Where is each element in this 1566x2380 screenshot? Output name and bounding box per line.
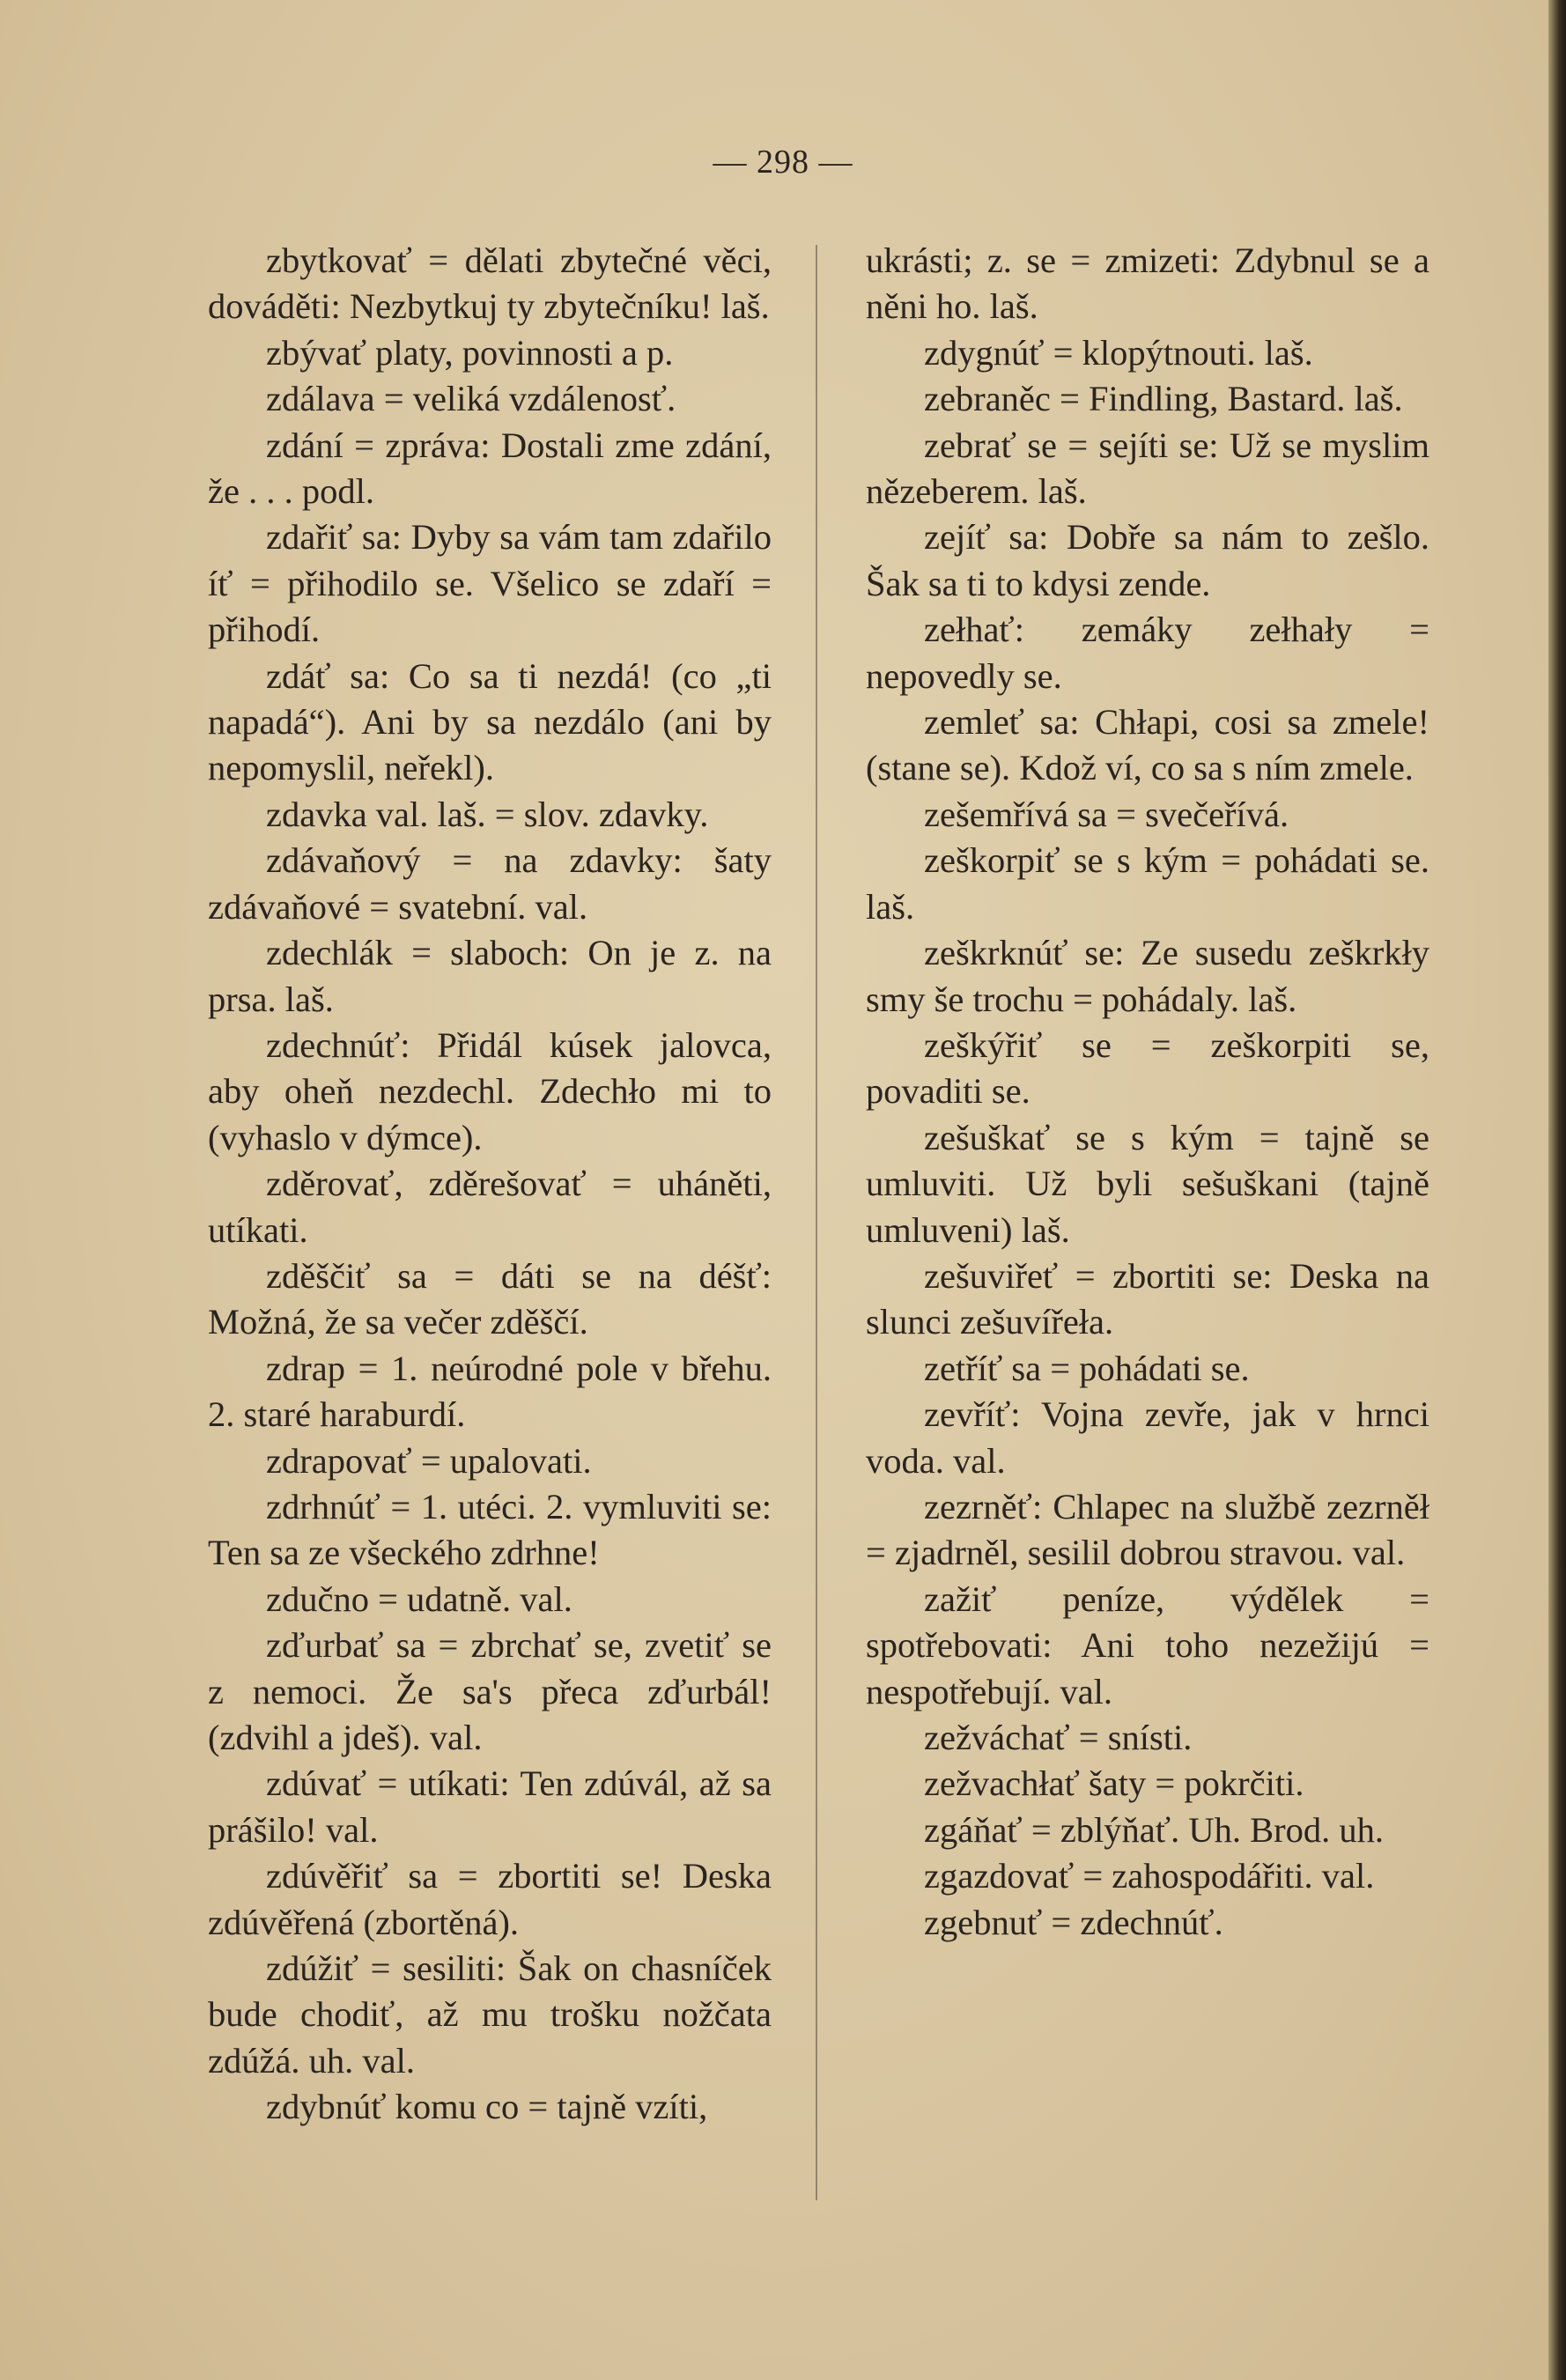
dictionary-entry: zdechnúť: Přidál kúsek jalovca, aby oheň nezdechl. Zdechło mi to (vyhaslo v dýmce). [208, 1024, 772, 1157]
dictionary-entry: zemleť sa: Chłapi, cosi sa zmele! (stane se). Kdož ví, co sa s ním zmele. [866, 702, 1429, 788]
dictionary-entry: zgebnuť = zdechnúť. [924, 1902, 1223, 1942]
dictionary-entry: zeškrknúť se: Ze susedu zeškrkły smy še trochu = pohádaly. laš. [866, 933, 1429, 1019]
dictionary-entry: zďurbať sa = zbrchať se, zvetiť se z nemoci. Že sa's přeca zďurbál! (zdvihl a jdeš). val. [208, 1625, 772, 1757]
dictionary-entry: zevříť: Vojna zevře, jak v hrnci voda. val. [866, 1394, 1429, 1481]
dictionary-entry: zdrhnúť = 1. utéci. 2. vymluviti se: Ten sa ze všeckého zdrhne! [208, 1486, 772, 1573]
dictionary-entry: zbývať platy, povinnosti a p. [266, 332, 674, 373]
dictionary-entry: zełhať: zemáky zełhały = nepovedly se. [866, 610, 1429, 696]
right-column [866, 238, 1429, 1946]
dictionary-entry: zdálava = veliká vzdálenosť. [266, 379, 676, 419]
dictionary-entry: zděščiť sa = dáti se na déšť: Možná, že sa večer zděščí. [208, 1255, 772, 1342]
dictionary-entry: zdúžiť = sesiliti: Šak on chasníček bude chodiť, až mu trošku nožčata zdúžá. uh. val. [208, 1948, 772, 2081]
dictionary-entry: zeškýřiť se = zeškorpiti se, povaditi se. [866, 1024, 1429, 1112]
dictionary-entry: zezrněť: Chlapec na službě zezrněł = zjadrněl, sesilil dobrou stravou. val. [866, 1486, 1429, 1573]
dictionary-entry: zgáňať = zblýňať. Uh. Brod. uh. [924, 1809, 1384, 1850]
dictionary-entry: zdúvať = utíkati: Ten zdúvál, až sa prášilo! val. [208, 1763, 772, 1850]
dictionary-entry: zešuviřeť = zbortiti se: Deska na slunci zešuvířeła. [866, 1255, 1429, 1342]
page-number: — 298 — [713, 144, 853, 181]
dictionary-entry: zejíť sa: Dobře sa nám to zešlo. Šak sa ti to kdysi zende. [866, 517, 1429, 603]
page-edge-shadow [1548, 0, 1566, 2380]
dictionary-entry-continuation: ukrásti; z. se = zmizeti: Zdybnul se a něni ho. laš. [866, 240, 1429, 327]
left-column [208, 238, 772, 2131]
dictionary-entry: zdygnúť = klopýtnouti. laš. [924, 332, 1313, 373]
dictionary-entry: zežváchať = snísti. [924, 1718, 1193, 1757]
dictionary-entry: zbytkovať = dělati zbytečné věci, dováděti: Nezbytkuj ty zbytečníku! laš. [208, 240, 772, 327]
dictionary-entry: zdrap = 1. neúrodné pole v břehu. 2. staré haraburdí. [208, 1348, 772, 1435]
column-divider [816, 245, 817, 2200]
dictionary-entry: zeškorpiť se s kým = pohádati se. laš. [866, 840, 1429, 927]
dictionary-entry: zdavka val. laš. = slov. zdavky. [266, 794, 709, 834]
dictionary-entry: zgazdovať = zahospodářiti. val. [924, 1856, 1375, 1896]
dictionary-entry: zděrovať, zděrešovať = uháněti, utíkati. [208, 1164, 772, 1250]
dictionary-entry: zebrať se = sejíti se: Už se myslim nězeberem. laš. [866, 425, 1429, 512]
dictionary-entry: zdání = zpráva: Dostali zme zdání, že . . . podl. [208, 425, 772, 512]
dictionary-entry: zdučno = udatně. val. [266, 1578, 572, 1619]
dictionary-entry: zežvachłať šaty = pokrčiti. [924, 1763, 1304, 1804]
dictionary-entry: zdávaňový = na zdavky: šaty zdávaňové = svatební. val. [208, 840, 772, 927]
dictionary-entry: zebraněc = Findling, Bastard. laš. [924, 379, 1403, 419]
dictionary-entry: zdechlák = slaboch: On je z. na prsa. laš. [208, 933, 772, 1019]
dictionary-entry: zdúvěřiť sa = zbortiti se! Deska zdúvěřená (zbortěná). [208, 1856, 772, 1942]
dictionary-entry: zdařiť sa: Dyby sa vám tam zdařilo íť = přihodilo se. Všelico se zdaří = přihodí. [208, 517, 772, 650]
dictionary-entry: zdybnúť komu co = tajně vzíti, [266, 2087, 708, 2127]
dictionary-entry: zešemřívá sa = svečeřívá. [924, 794, 1289, 834]
dictionary-entry: zažiť peníze, výdělek = spotřebovati: Ani toho nezežijú = nespotřebují. val. [866, 1578, 1429, 1711]
dictionary-entry: zetříť sa = pohádati se. [924, 1348, 1250, 1388]
dictionary-entry: zešuškať se s kým = tajně se umluviti. Už byli sešuškani (tajně umluveni) laš. [866, 1117, 1429, 1250]
dictionary-entry: zdrapovať = upalovati. [266, 1440, 592, 1481]
dictionary-entry: zdáť sa: Co sa ti nezdá! (co „ti napadá“). Ani by sa nezdálo (ani by nepomyslil, neřekl). [208, 655, 772, 788]
